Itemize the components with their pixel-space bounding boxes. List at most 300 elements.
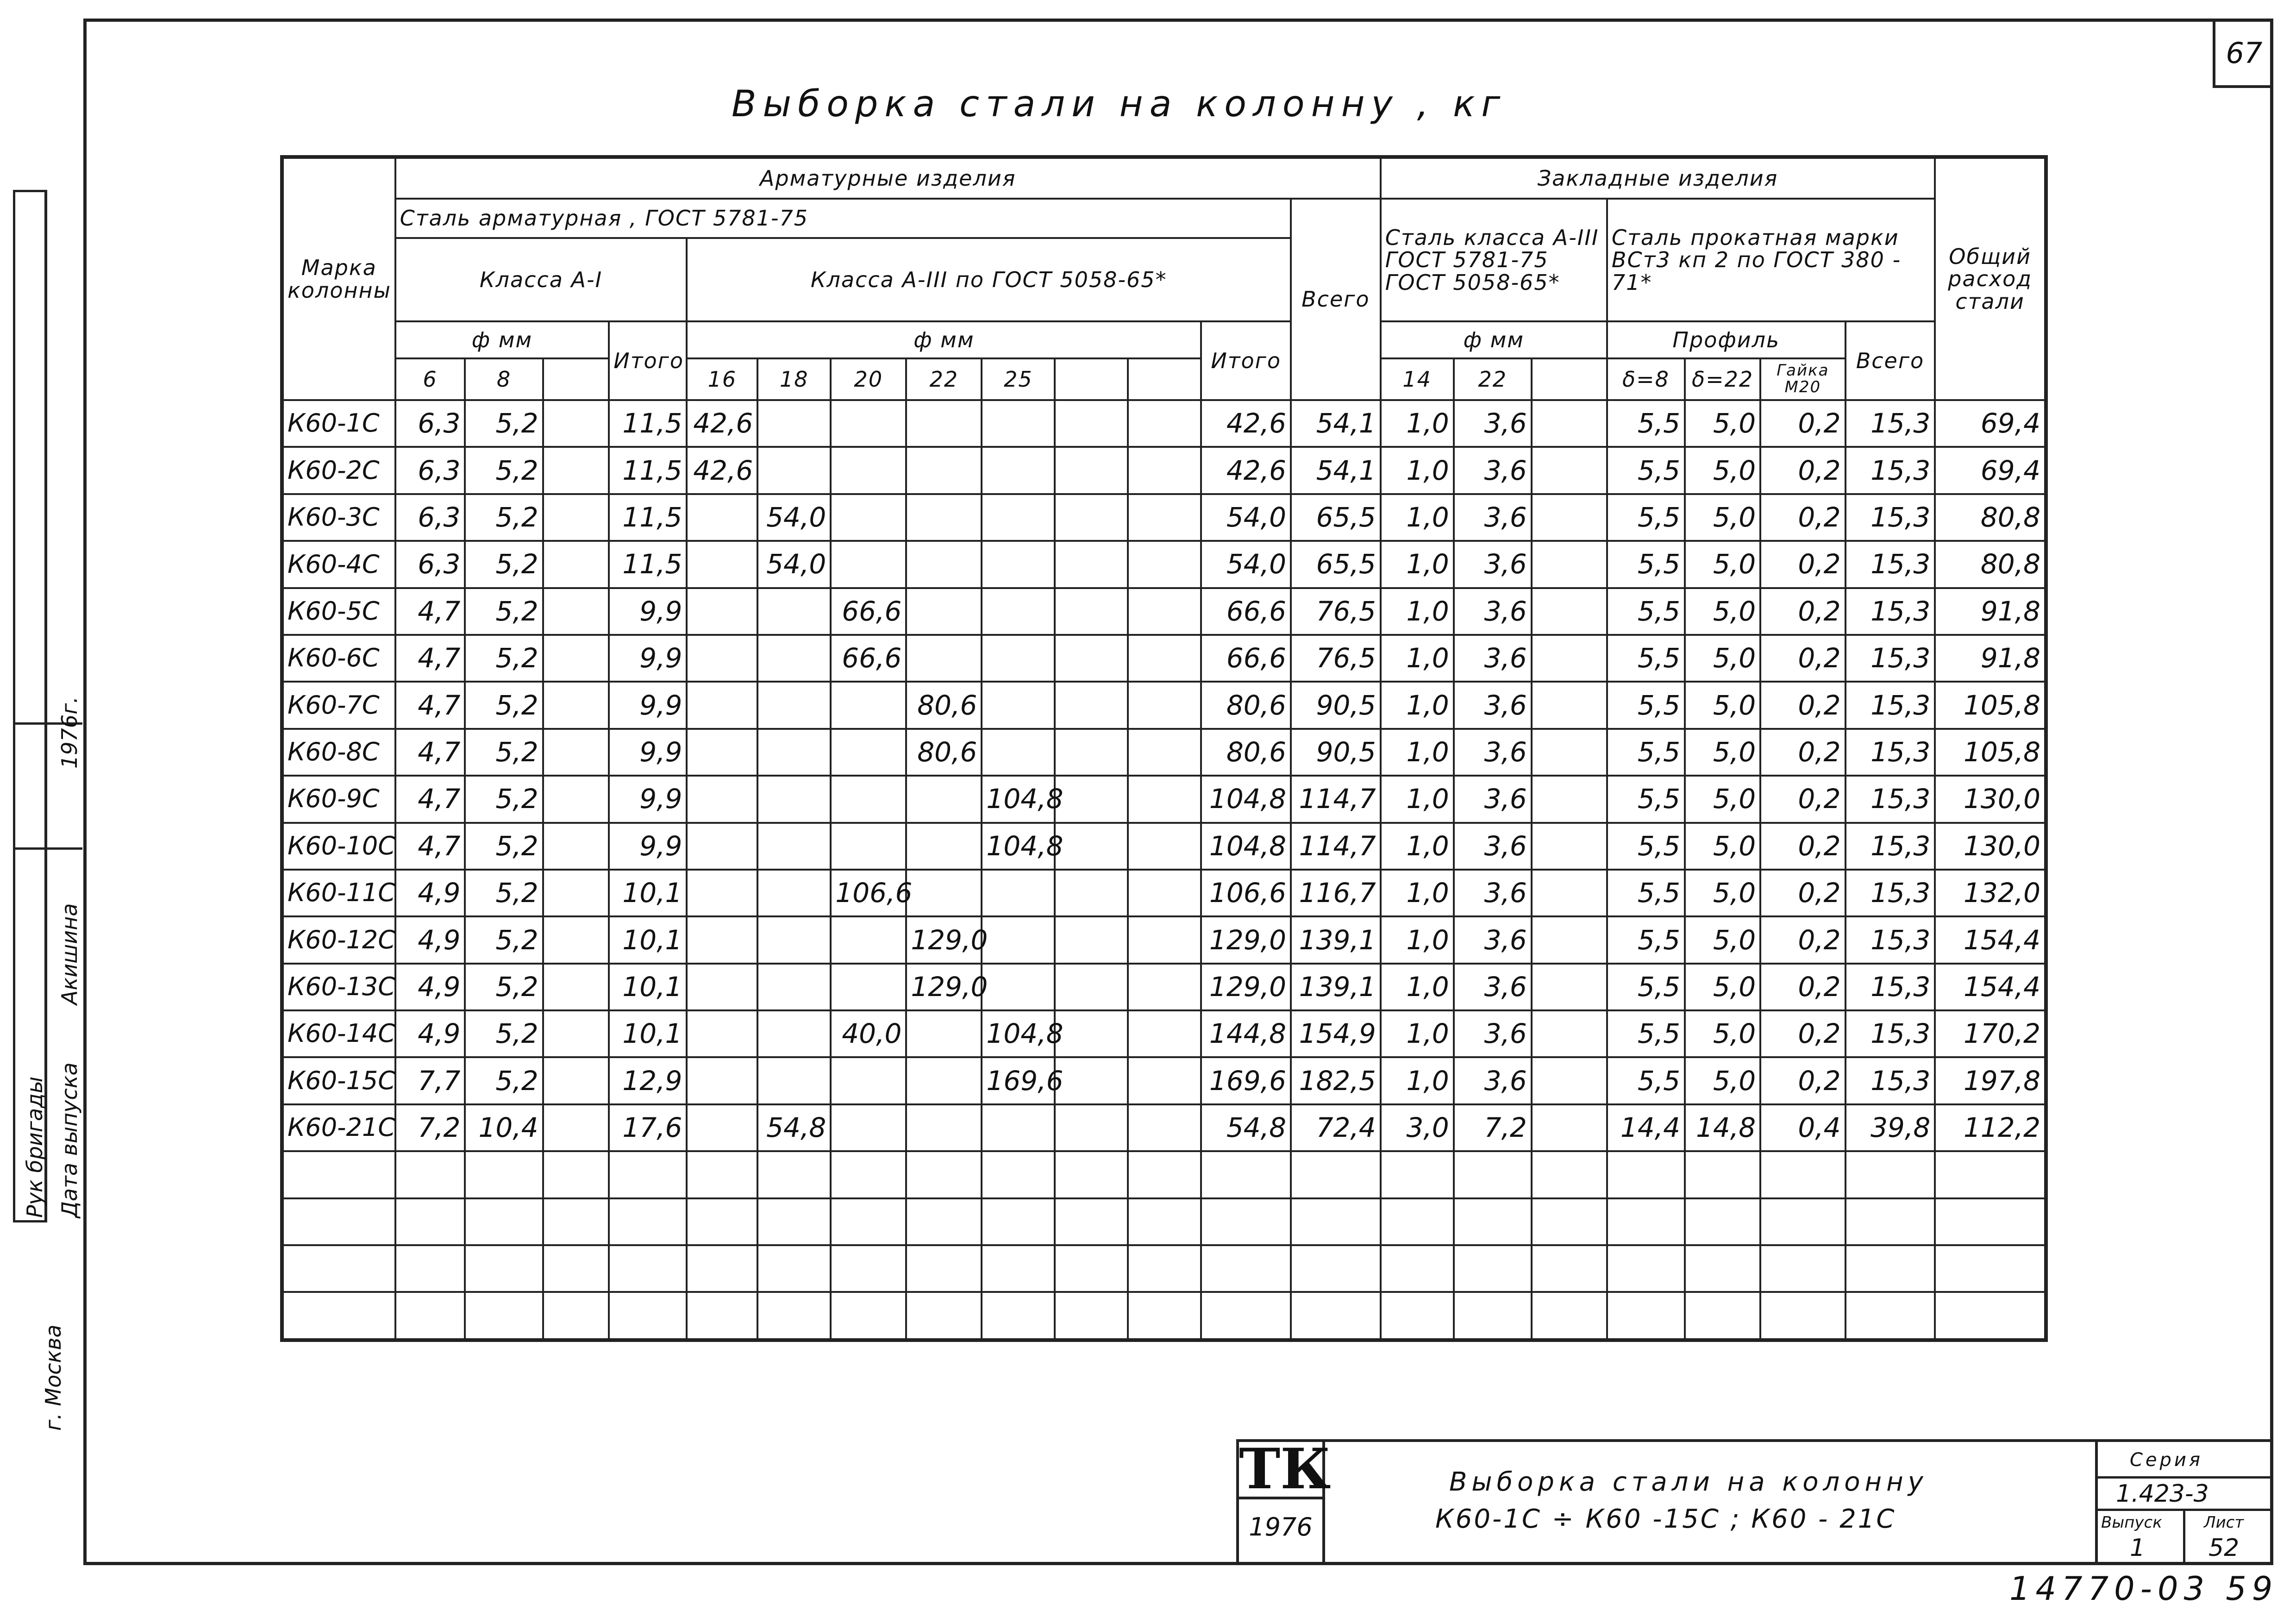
table-cell (757, 588, 831, 635)
table-cell (1055, 916, 1128, 963)
table-cell: 5,0 (1685, 964, 1760, 1010)
table-cell: 104,8 (982, 776, 1055, 822)
table-cell: 4,7 (395, 588, 465, 635)
table-cell (906, 541, 982, 588)
cell-marka: К60-5С (282, 588, 395, 635)
table-cell: 42,6 (1201, 400, 1291, 447)
table-cell: 15,3 (1846, 964, 1935, 1010)
table-cell (1055, 1057, 1128, 1104)
table-row (282, 916, 2046, 963)
table-cell (831, 1245, 906, 1292)
table-cell: 5,5 (1607, 400, 1685, 447)
table-cell: 5,2 (465, 400, 543, 447)
table-row (282, 541, 2046, 588)
table-cell: 5,0 (1685, 541, 1760, 588)
table-cell (982, 870, 1055, 916)
stamp-title-line1: Выборка стали на колонну (1449, 1467, 1928, 1497)
table-cell (543, 447, 609, 494)
th-col-a3 (1055, 358, 1128, 400)
steel-table (280, 155, 2048, 1342)
table-cell (465, 1151, 543, 1198)
table-cell (906, 870, 982, 916)
table-cell (757, 870, 831, 916)
th-col-zakl: 22 (1454, 358, 1532, 400)
table-cell (543, 823, 609, 870)
table-cell (1935, 1151, 2046, 1198)
table-cell (1532, 776, 1607, 822)
table-cell: 10,1 (609, 916, 687, 963)
table-cell (1128, 729, 1201, 776)
table-cell: 5,2 (465, 729, 543, 776)
table-cell (1128, 1198, 1201, 1245)
table-cell: 5,0 (1685, 682, 1760, 728)
table-cell (1128, 964, 1201, 1010)
table-cell (1532, 635, 1607, 682)
footer-number: 14770-03 59 (2009, 1570, 2278, 1608)
th-col-a1 (543, 358, 609, 400)
table-cell (982, 1151, 1055, 1198)
table-cell: 3,6 (1454, 494, 1532, 541)
table-cell: 54,0 (1201, 541, 1291, 588)
table-cell (1128, 541, 1201, 588)
table-cell (831, 729, 906, 776)
table-cell: 54,8 (1201, 1104, 1291, 1151)
table-cell: 169,6 (1201, 1057, 1291, 1104)
table-row (282, 1198, 2046, 1245)
table-cell (1055, 729, 1128, 776)
table-cell: 116,7 (1291, 870, 1381, 916)
cell-marka: К60-13С (282, 964, 395, 1010)
table-cell: 3,6 (1454, 1010, 1532, 1057)
th-klassa-a1: Класса А-I (395, 238, 687, 321)
table-cell (1532, 1057, 1607, 1104)
table-cell: 6,3 (395, 541, 465, 588)
th-itogo-a3: Итого (1201, 321, 1291, 400)
table-cell (1532, 1245, 1607, 1292)
table-cell (609, 1198, 687, 1245)
table-cell (1128, 1292, 1201, 1340)
table-cell (1381, 1292, 1454, 1340)
table-cell: 42,6 (687, 447, 757, 494)
table-cell: 3,6 (1454, 823, 1532, 870)
table-cell (906, 447, 982, 494)
table-cell (1055, 1151, 1128, 1198)
table-row (282, 1010, 2046, 1057)
table-cell: 3,6 (1454, 1057, 1532, 1104)
table-cell: 5,2 (465, 494, 543, 541)
table-cell (543, 916, 609, 963)
table-cell: 5,5 (1607, 447, 1685, 494)
table-cell (1532, 400, 1607, 447)
table-cell (687, 1151, 757, 1198)
table-cell: 40,0 (831, 1010, 906, 1057)
table-cell: 0,2 (1760, 400, 1845, 447)
table-cell (757, 1198, 831, 1245)
table-cell: 132,0 (1935, 870, 2046, 916)
table-row (282, 1245, 2046, 1292)
table-cell (1055, 964, 1128, 1010)
table-cell: 9,9 (609, 729, 687, 776)
table-cell (687, 729, 757, 776)
table-cell: 15,3 (1846, 1010, 1935, 1057)
table-cell: 129,0 (1201, 964, 1291, 1010)
table-cell (757, 964, 831, 1010)
table-cell (1532, 916, 1607, 963)
table-cell (687, 1057, 757, 1104)
table-cell (465, 1198, 543, 1245)
table-cell (831, 916, 906, 963)
table-cell (982, 1245, 1055, 1292)
table-cell (1055, 588, 1128, 635)
table-cell: 5,0 (1685, 400, 1760, 447)
table-cell: 15,3 (1846, 541, 1935, 588)
table-cell (687, 964, 757, 1010)
table-cell: 9,9 (609, 588, 687, 635)
table-cell (1607, 1292, 1685, 1340)
table-cell: 1,0 (1381, 400, 1454, 447)
cell-marka: К60-9С (282, 776, 395, 822)
table-cell (757, 1245, 831, 1292)
table-cell (982, 1104, 1055, 1151)
table-cell: 1,0 (1381, 1057, 1454, 1104)
th-phi-a1: ф мм (395, 321, 609, 358)
table-cell (687, 1292, 757, 1340)
table-cell: 15,3 (1846, 1057, 1935, 1104)
th-col-a1: 6 (395, 358, 465, 400)
table-cell: 106,6 (1201, 870, 1291, 916)
table-cell: 3,0 (1381, 1104, 1454, 1151)
table-cell (1055, 682, 1128, 728)
table-cell (543, 1198, 609, 1245)
th-armaturnye: Арматурные изделия (395, 157, 1381, 199)
table-row (282, 682, 2046, 728)
table-cell: 5,2 (465, 682, 543, 728)
table-cell (1760, 1245, 1845, 1292)
table-cell: 4,9 (395, 1010, 465, 1057)
table-cell (757, 916, 831, 963)
table-cell (906, 1057, 982, 1104)
th-col-a3 (1128, 358, 1201, 400)
stamp-vdivider (2183, 1509, 2185, 1565)
th-col-zakl (1532, 358, 1607, 400)
table-cell: 1,0 (1381, 541, 1454, 588)
table-cell: 80,8 (1935, 541, 2046, 588)
table-cell: 66,6 (1201, 635, 1291, 682)
table-cell: 11,5 (609, 447, 687, 494)
table-cell: 15,3 (1846, 729, 1935, 776)
table-cell: 1,0 (1381, 1010, 1454, 1057)
list-value: 52 (2208, 1534, 2240, 1562)
table-cell: 9,9 (609, 635, 687, 682)
table-cell: 104,8 (982, 823, 1055, 870)
table-cell: 3,6 (1454, 916, 1532, 963)
title-block (1236, 1436, 2273, 1565)
table-cell (1128, 916, 1201, 963)
table-cell: 15,3 (1846, 635, 1935, 682)
table-cell (1532, 1198, 1607, 1245)
th-col-profil: δ=8 (1607, 358, 1685, 400)
table-cell: 14,4 (1607, 1104, 1685, 1151)
cell-marka: К60-4С (282, 541, 395, 588)
table-cell (687, 1245, 757, 1292)
table-cell: 3,6 (1454, 729, 1532, 776)
list-label: Лист (2204, 1513, 2244, 1532)
th-obshiy-rashod: Общий расход стали (1935, 157, 2046, 400)
table-cell: 182,5 (1291, 1057, 1381, 1104)
table-cell (543, 1151, 609, 1198)
cell-marka: К60-21С (282, 1104, 395, 1151)
table-cell: 0,2 (1760, 447, 1845, 494)
table-cell: 5,0 (1685, 823, 1760, 870)
table-cell: 170,2 (1935, 1010, 2046, 1057)
table-cell (687, 823, 757, 870)
table-cell: 169,6 (982, 1057, 1055, 1104)
table-cell: 15,3 (1846, 494, 1935, 541)
cell-marka: К60-8С (282, 729, 395, 776)
table-cell (1128, 494, 1201, 541)
table-cell: 11,5 (609, 541, 687, 588)
table-cell (1128, 682, 1201, 728)
table-row (282, 635, 2046, 682)
table-cell (543, 1010, 609, 1057)
table-cell: 0,2 (1760, 541, 1845, 588)
cell-marka: К60-2С (282, 447, 395, 494)
table-cell (1846, 1151, 1935, 1198)
table-cell (831, 823, 906, 870)
table-row (282, 447, 2046, 494)
table-cell: 3,6 (1454, 964, 1532, 1010)
cell-marka: К60-15С (282, 1057, 395, 1104)
table-cell (906, 1151, 982, 1198)
table-cell (982, 729, 1055, 776)
table-cell (1381, 1151, 1454, 1198)
th-col-zakl: 14 (1381, 358, 1454, 400)
th-vsego-zakl: Всего (1846, 321, 1935, 400)
table-cell (757, 400, 831, 447)
table-cell: 5,5 (1607, 916, 1685, 963)
table-cell: 7,2 (395, 1104, 465, 1151)
table-cell (687, 541, 757, 588)
table-cell (1128, 1245, 1201, 1292)
table-cell: 5,5 (1607, 964, 1685, 1010)
stamp-year: 1976 (1236, 1497, 1325, 1565)
th-col-a3: 25 (982, 358, 1055, 400)
table-cell: 5,0 (1685, 447, 1760, 494)
table-cell (395, 1198, 465, 1245)
table-cell (1055, 635, 1128, 682)
table-cell: 114,7 (1291, 823, 1381, 870)
table-cell: 5,0 (1685, 1010, 1760, 1057)
table-cell: 54,0 (757, 541, 831, 588)
table-cell: 0,2 (1760, 870, 1845, 916)
table-cell (1128, 776, 1201, 822)
th-itogo-a1: Итого (609, 321, 687, 400)
table-cell (687, 1010, 757, 1057)
table-cell (1055, 1245, 1128, 1292)
table-cell (395, 1292, 465, 1340)
table-cell: 1,0 (1381, 588, 1454, 635)
table-cell: 5,0 (1685, 635, 1760, 682)
table-cell (543, 964, 609, 1010)
cell-marka: К60-12С (282, 916, 395, 963)
table-cell (1128, 400, 1201, 447)
table-cell (687, 682, 757, 728)
table-cell (1532, 964, 1607, 1010)
table-cell (1935, 1292, 2046, 1340)
table-cell: 5,2 (465, 635, 543, 682)
table-cell (982, 400, 1055, 447)
table-cell: 76,5 (1291, 588, 1381, 635)
table-cell: 197,8 (1935, 1057, 2046, 1104)
table-cell: 10,1 (609, 964, 687, 1010)
table-cell (1607, 1151, 1685, 1198)
table-cell: 4,9 (395, 964, 465, 1010)
table-cell (543, 870, 609, 916)
table-cell (1201, 1245, 1291, 1292)
table-cell: 5,2 (465, 870, 543, 916)
table-cell (543, 1292, 609, 1340)
table-cell (1055, 1198, 1128, 1245)
table-cell (1532, 1010, 1607, 1057)
table-cell: 90,5 (1291, 729, 1381, 776)
table-cell (1685, 1151, 1760, 1198)
table-cell: 72,4 (1291, 1104, 1381, 1151)
table-cell: 5,0 (1685, 916, 1760, 963)
table-cell (1607, 1198, 1685, 1245)
table-cell (757, 682, 831, 728)
table-cell (687, 588, 757, 635)
table-cell (1291, 1245, 1381, 1292)
table-cell (687, 494, 757, 541)
table-cell: 1,0 (1381, 823, 1454, 870)
table-cell: 0,2 (1760, 682, 1845, 728)
table-cell (395, 1245, 465, 1292)
th-col-profil: δ=22 (1685, 358, 1760, 400)
table-cell: 6,3 (395, 400, 465, 447)
table-cell (982, 494, 1055, 541)
table-cell: 39,8 (1846, 1104, 1935, 1151)
table-cell (1935, 1198, 2046, 1245)
margin-akishina: Акишина (57, 903, 82, 1005)
table-cell (1055, 447, 1128, 494)
table-cell: 5,5 (1607, 541, 1685, 588)
table-cell: 5,2 (465, 1010, 543, 1057)
tk-logo: ТК (1236, 1439, 1325, 1499)
table-cell: 3,6 (1454, 682, 1532, 728)
th-stal-prokatnaya: Сталь прокатная марки ВСт3 кп 2 по ГОСТ 380 - 71* (1607, 199, 1935, 321)
table-cell: 3,6 (1454, 588, 1532, 635)
table-cell (543, 729, 609, 776)
table-cell: 5,5 (1607, 870, 1685, 916)
table-cell: 130,0 (1935, 776, 2046, 822)
table-cell (1291, 1198, 1381, 1245)
table-cell (1935, 1245, 2046, 1292)
table-cell: 65,5 (1291, 494, 1381, 541)
table-cell: 0,2 (1760, 588, 1845, 635)
table-cell (1532, 729, 1607, 776)
cell-marka: К60-1С (282, 400, 395, 447)
table-cell (1454, 1151, 1532, 1198)
table-cell: 5,2 (465, 964, 543, 1010)
cell-marka: К60-14С (282, 1010, 395, 1057)
vypusk-value: 1 (2130, 1534, 2146, 1562)
table-cell (1055, 400, 1128, 447)
table-cell: 1,0 (1381, 964, 1454, 1010)
table-cell (1128, 635, 1201, 682)
table-cell (465, 1292, 543, 1340)
table-cell: 3,6 (1454, 400, 1532, 447)
table-cell: 54,0 (1201, 494, 1291, 541)
table-row (282, 870, 2046, 916)
table-cell: 91,8 (1935, 635, 2046, 682)
table-cell (465, 1245, 543, 1292)
th-col-a3: 20 (831, 358, 906, 400)
table-cell: 1,0 (1381, 916, 1454, 963)
th-marka: Марка колонны (282, 157, 395, 400)
table-cell (1532, 1292, 1607, 1340)
table-cell (831, 964, 906, 1010)
table-cell (982, 1292, 1055, 1340)
margin-ruk-brigady: Рук бригады (22, 1076, 47, 1218)
table-row (282, 729, 2046, 776)
th-col-a1: 8 (465, 358, 543, 400)
table-cell: 11,5 (609, 400, 687, 447)
table-cell (1760, 1292, 1845, 1340)
page-title: Выборка стали на колонну , кг (732, 83, 1507, 125)
table-cell (982, 916, 1055, 963)
table-cell (906, 1104, 982, 1151)
table-cell (1128, 823, 1201, 870)
table-cell: 1,0 (1381, 494, 1454, 541)
table-cell (982, 682, 1055, 728)
table-cell (609, 1292, 687, 1340)
table-cell: 90,5 (1291, 682, 1381, 728)
table-cell: 5,2 (465, 776, 543, 822)
th-col-a3: 22 (906, 358, 982, 400)
table-cell: 14,8 (1685, 1104, 1760, 1151)
table-cell: 104,8 (1201, 823, 1291, 870)
table-cell: 5,5 (1607, 823, 1685, 870)
table-cell: 80,6 (1201, 682, 1291, 728)
table-cell (1055, 1292, 1128, 1340)
table-cell (982, 635, 1055, 682)
table-cell (831, 1292, 906, 1340)
seriya-underline (2095, 1476, 2273, 1479)
th-profil: Профиль (1607, 321, 1846, 358)
table-cell: 54,8 (757, 1104, 831, 1151)
table-cell: 5,5 (1607, 494, 1685, 541)
table-cell: 54,1 (1291, 447, 1381, 494)
table-cell (395, 1151, 465, 1198)
table-cell: 1,0 (1381, 635, 1454, 682)
table-row (282, 400, 2046, 447)
table-row (282, 1057, 2046, 1104)
table-cell (1201, 1292, 1291, 1340)
table-cell: 0,2 (1760, 916, 1845, 963)
table-cell: 3,6 (1454, 541, 1532, 588)
table-cell (831, 1104, 906, 1151)
table-cell: 42,6 (687, 400, 757, 447)
table-cell (757, 447, 831, 494)
table-cell: 66,6 (831, 588, 906, 635)
table-cell (982, 447, 1055, 494)
table-cell: 15,3 (1846, 823, 1935, 870)
table-cell (982, 1198, 1055, 1245)
table-cell: 0,2 (1760, 635, 1845, 682)
table-cell: 91,8 (1935, 588, 2046, 635)
table-cell (831, 1057, 906, 1104)
table-row (282, 964, 2046, 1010)
